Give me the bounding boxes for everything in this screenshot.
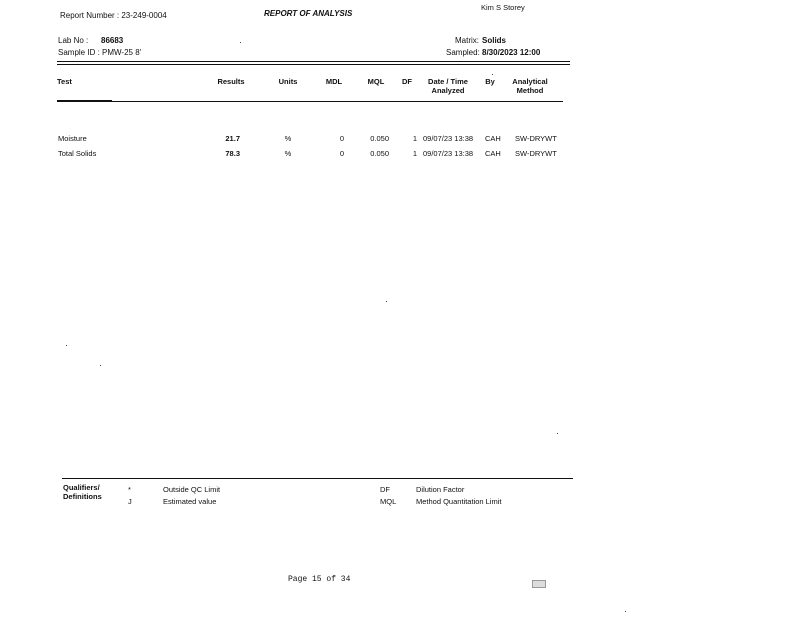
cell-units: % xyxy=(284,149,292,158)
cell-mql: 0.050 xyxy=(370,134,389,143)
sample-id: Sample ID : PMW-25 8' xyxy=(58,48,142,57)
header-underline-short xyxy=(57,100,112,102)
page-number: Page 15 of 34 xyxy=(288,575,351,584)
lab-no-value: 86683 xyxy=(101,36,124,45)
cell-by: CAH xyxy=(485,134,501,143)
cell-df: 1 xyxy=(412,149,417,158)
def-text-left: Outside QC Limit xyxy=(163,485,221,494)
sampled-label: Sampled: xyxy=(446,48,480,57)
scan-speck xyxy=(386,301,387,302)
cell-datetime: 09/07/23 13:38 xyxy=(423,134,474,143)
scan-speck xyxy=(492,74,493,75)
footer-divider xyxy=(62,478,573,479)
col-header-method: Analytical Method xyxy=(512,77,548,95)
scan-speck xyxy=(66,345,67,346)
matrix-value: Solids xyxy=(482,36,507,45)
def-text-left: Estimated value xyxy=(163,497,217,506)
def-text-right: Method Quantitation Limit xyxy=(416,497,502,506)
scan-speck xyxy=(240,42,241,43)
matrix-label: Matrix: xyxy=(455,36,479,45)
report-title: REPORT OF ANALYSIS xyxy=(264,9,353,18)
lab-no-label: Lab No : xyxy=(58,36,89,45)
def-symbol-right: MQL xyxy=(380,497,397,506)
cell-mql: 0.050 xyxy=(370,149,389,158)
cell-result: 21.7 xyxy=(225,134,240,143)
def-symbol-left: * xyxy=(128,485,131,494)
sampled-value: 8/30/2023 12:00 xyxy=(482,48,541,57)
cell-method: SW-DRYWT xyxy=(515,149,557,158)
cell-mdl: 0 xyxy=(339,134,344,143)
def-symbol-right: DF xyxy=(380,485,390,494)
cell-result: 78.3 xyxy=(225,149,240,158)
col-header-date-time: Date / Time Analyzed xyxy=(428,77,468,95)
col-header-by: By xyxy=(485,77,495,86)
client-name: Kim S Storey xyxy=(481,3,525,12)
col-header-df: DF xyxy=(402,77,412,86)
scan-speck xyxy=(557,433,558,434)
cell-test: Total Solids xyxy=(58,149,97,158)
scan-speck xyxy=(100,365,101,366)
scan-stamp-mark xyxy=(532,580,546,588)
cell-test: Moisture xyxy=(58,134,87,143)
header-divider-top xyxy=(57,61,570,62)
col-header-units: Units xyxy=(278,77,298,86)
col-header-mql: MQL xyxy=(367,77,385,86)
cell-by: CAH xyxy=(485,149,501,158)
header-divider-bottom xyxy=(57,64,570,65)
col-header-results: Results xyxy=(217,77,245,86)
header-underline xyxy=(112,101,563,102)
qualifiers-heading: Qualifiers/ Definitions xyxy=(63,483,102,501)
report-number: Report Number : 23-249-0004 xyxy=(60,11,167,20)
cell-datetime: 09/07/23 13:38 xyxy=(423,149,474,158)
cell-method: SW-DRYWT xyxy=(515,134,557,143)
col-header-test: Test xyxy=(57,77,72,86)
col-header-mdl: MDL xyxy=(325,77,343,86)
cell-units: % xyxy=(284,134,292,143)
cell-df: 1 xyxy=(412,134,417,143)
scan-speck xyxy=(625,611,626,612)
def-text-right: Dilution Factor xyxy=(416,485,465,494)
cell-mdl: 0 xyxy=(339,149,344,158)
def-symbol-left: J xyxy=(128,497,132,506)
